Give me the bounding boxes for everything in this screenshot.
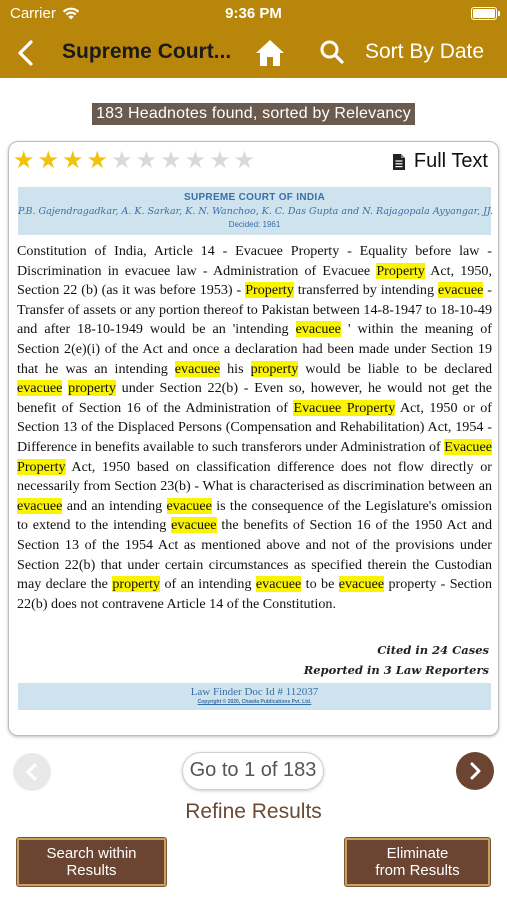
- headnote-segment: ' within the meaning of Section 2(e)(i) of the Act and once a declaration had been made under Section 19 that he was an intending: [17, 321, 492, 377]
- headnote-segment: of an intending: [160, 576, 256, 593]
- highlighted-term: Evacuee Property: [293, 399, 396, 416]
- citation-info: [304, 640, 489, 680]
- highlighted-term: Property: [17, 458, 66, 475]
- search-within-results-button[interactable]: [17, 838, 166, 886]
- relevancy-rating: [13, 149, 255, 173]
- star-filled-icon: ★: [62, 147, 84, 174]
- search-within-label: Search within Results: [46, 845, 137, 879]
- highlighted-term: Evacuee: [444, 438, 492, 455]
- headnote-segment: Act, 1950, Section 22 (b) (as it was before 1953) -: [17, 262, 493, 299]
- results-summary: [0, 103, 507, 125]
- headnote-segment: Act, 1950 based on classification difference does not flow directly or necessarily from Section 23(b) - What is characterised as discrimination between an: [17, 458, 492, 495]
- headnote-segment: transferred by intending: [293, 282, 438, 299]
- highlighted-term: evacuee: [255, 576, 302, 593]
- star-empty-icon: ★: [135, 147, 158, 174]
- full-text-button[interactable]: [392, 150, 488, 173]
- cited-in-cases: Cited in 24 Cases: [377, 643, 489, 657]
- highlighted-term: Property: [245, 282, 294, 299]
- highlighted-term: evacuee: [295, 321, 341, 338]
- sort-by-date-button[interactable]: Sort By Date: [365, 40, 485, 63]
- document-icon: [392, 153, 406, 171]
- star-empty-icon: ★: [160, 147, 182, 174]
- nav-bar: [0, 28, 507, 78]
- refine-results-button[interactable]: Refine Results: [185, 800, 322, 823]
- star-filled-icon: ★: [37, 147, 60, 174]
- highlighted-term: evacuee: [437, 282, 484, 299]
- headnote-segment: - Transfer of assets or any portion thereof to Pakistan between 14-8-1947 to 18-10-49 and after 18-10-1949 would be an 'intending: [17, 282, 492, 338]
- highlighted-term: property: [250, 360, 299, 377]
- headnote-segment: is the consequence of the Legislature's omission to extend to the intending: [17, 497, 493, 534]
- highlighted-term: evacuee: [174, 360, 221, 377]
- battery-icon: [471, 7, 497, 20]
- back-button[interactable]: [12, 36, 40, 70]
- carrier-label: Carrier: [10, 5, 56, 22]
- star-empty-icon: ★: [209, 147, 231, 174]
- highlighted-term: evacuee: [171, 517, 217, 534]
- headnote-segment: Act, 1950 or of Section 13 of the Displaced Persons (Compensation and Rehabilitation) Act, 1954 - Difference in benefits available to such transferors under Administration of: [17, 399, 493, 455]
- copyright-notice: Copyright © 2020, Chawla Publications Pvt. Ltd.: [197, 699, 312, 705]
- highlighted-term: property: [112, 576, 161, 593]
- previous-result-button[interactable]: [13, 753, 51, 791]
- star-empty-icon: ★: [233, 147, 256, 174]
- doc-id: Law Finder Doc Id # 112037: [190, 686, 319, 698]
- highlighted-term: evacuee: [338, 576, 385, 593]
- headnote-segment: the benefits of Section 16 of the 1950 Act and Section 13 of the 1954 Act as mentioned above and not of the provisions under Section 22(b) that under certain circumstances as specified therein the Custodian may declare the: [17, 517, 492, 593]
- results-summary-label: 183 Headnotes found, sorted by Relevancy: [92, 103, 415, 125]
- highlighted-term: evacuee: [17, 497, 63, 514]
- highlighted-term: evacuee: [166, 497, 212, 514]
- star-filled-icon: ★: [13, 147, 35, 174]
- decided-year: Decided: 1961: [228, 220, 281, 229]
- full-text-label: Full Text: [413, 150, 488, 172]
- court-header: [18, 187, 494, 235]
- highlighted-term: Property: [376, 262, 425, 279]
- headnote-segment: Constitution of India, Article 14 - Evacuee Property - Equality before law - Discrimination in evacuee law - Administration of Evacuee: [17, 243, 492, 279]
- headnote-segment: under Section 22(b) - Even so, however, he would not get the benefit of Section 16 of the Administration of: [17, 380, 493, 416]
- page-title: Supreme Court...: [62, 40, 232, 63]
- star-empty-icon: ★: [184, 147, 207, 174]
- goto-result-button[interactable]: Go to 1 of 183: [182, 752, 324, 790]
- status-time: 9:36 PM: [225, 5, 282, 22]
- search-icon[interactable]: [319, 39, 345, 65]
- highlighted-term: property: [68, 380, 116, 397]
- judges-list: P.B. Gajendragadkar, A. K. Sarkar, K. N. Wanchoo, K. C. Das Gupta and N. Rajagopala Ayyangar, JJ.: [18, 206, 494, 217]
- highlighted-term: evacuee: [17, 380, 63, 397]
- headnote-segment: his: [220, 360, 251, 377]
- headnote-segment: property - Section 22(b) does not contravene Article 14 of the Constitution.: [17, 576, 492, 612]
- next-result-button[interactable]: [456, 752, 494, 790]
- chevron-left-icon: [24, 762, 40, 782]
- eliminate-from-results-button[interactable]: [345, 838, 490, 886]
- doc-id-box: [18, 683, 491, 710]
- headnote-text[interactable]: [17, 242, 492, 614]
- status-bar: [0, 0, 507, 28]
- headnote-segment: and an intending: [62, 497, 167, 514]
- eliminate-label: Eliminate from Results: [375, 845, 460, 879]
- star-filled-icon: ★: [86, 147, 109, 174]
- result-card[interactable]: [8, 141, 499, 736]
- court-name: SUPREME COURT OF INDIA: [183, 192, 326, 203]
- chevron-right-icon: [467, 761, 483, 781]
- home-icon[interactable]: [254, 37, 286, 69]
- reported-in-reporters: Reported in 3 Law Reporters: [303, 663, 489, 677]
- headnote-segment: to be: [301, 576, 339, 593]
- star-empty-icon: ★: [111, 147, 133, 174]
- headnote-segment: would be liable to be declared: [298, 360, 492, 377]
